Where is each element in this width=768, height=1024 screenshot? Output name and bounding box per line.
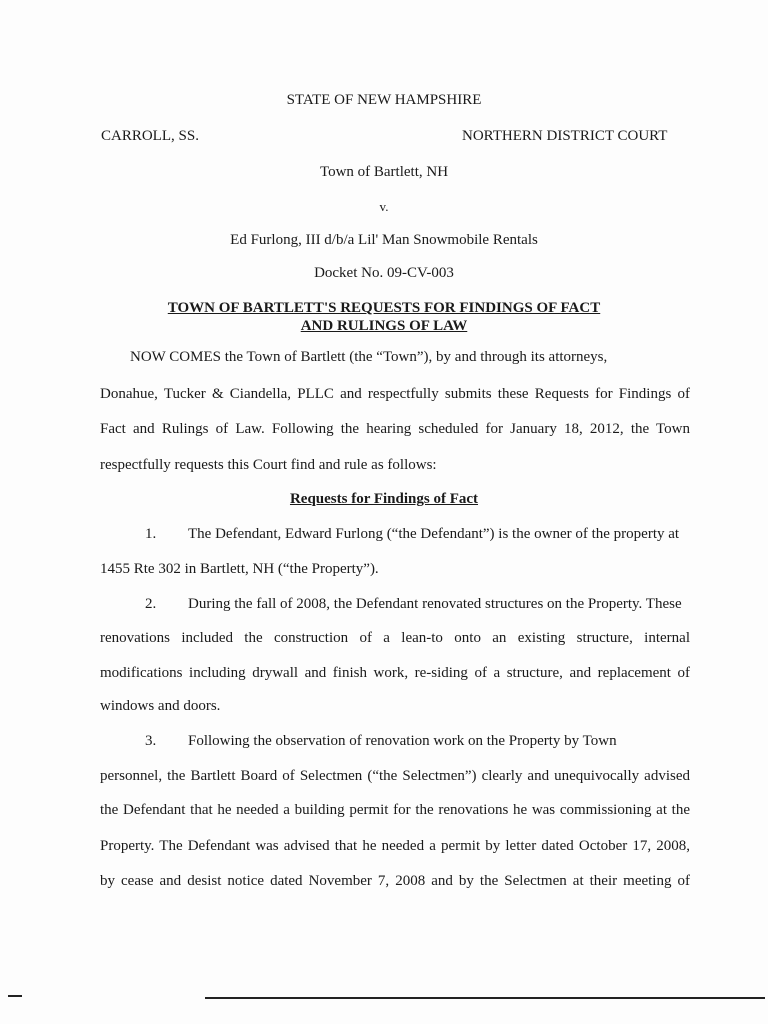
paragraph-first-line: During the fall of 2008, the Defendant renovated structures on the Property. These <box>188 596 682 612</box>
versus-mark: v. <box>379 199 389 214</box>
paragraph-first-line: Following the observation of renovation work on the Property by Town <box>188 733 617 749</box>
docket-number: Docket No. 09-CV-003 <box>314 265 454 281</box>
document-title-line2: AND RULINGS OF LAW <box>300 318 468 334</box>
paragraph-line: windows and doors. <box>100 698 221 714</box>
intro-line-1: NOW COMES the Town of Bartlett (the “Town”), by and through its attorneys, <box>130 349 608 365</box>
paragraph-number: 2. <box>145 596 157 612</box>
court-name: NORTHERN DISTRICT COURT <box>462 128 668 144</box>
defendant-name: Ed Furlong, III d/b/a Lil' Man Snowmobile Rentals <box>230 232 538 248</box>
paragraph-line: personnel, the Bartlett Board of Selectmen (“the Selectmen”) clearly and unequivocally advised <box>100 768 690 784</box>
county-label: CARROLL, SS. <box>101 128 199 144</box>
paragraph-line: by cease and desist notice dated November 7, 2008 and by the Selectmen at their meeting of <box>100 873 690 889</box>
paragraph-line: renovations included the construction of a lean-to onto an existing structure, internal <box>100 630 690 646</box>
scan-mark <box>8 995 22 997</box>
document-title-line1: TOWN OF BARTLETT'S REQUESTS FOR FINDINGS OF FACT <box>167 300 601 316</box>
section-heading: Requests for Findings of Fact <box>289 491 479 507</box>
state-heading: STATE OF NEW HAMPSHIRE <box>286 92 482 108</box>
intro-line-4: respectfully requests this Court find and rule as follows: <box>100 457 437 473</box>
plaintiff-name: Town of Bartlett, NH <box>319 164 449 180</box>
paragraph-line: 1455 Rte 302 in Bartlett, NH (“the Property”). <box>100 561 379 577</box>
paragraph-first-line: The Defendant, Edward Furlong (“the Defendant”) is the owner of the property at <box>188 526 680 542</box>
paragraph-line: the Defendant that he needed a building permit for the renovations he was commissioning at the <box>100 802 690 818</box>
paragraph-line: modifications including drywall and finish work, re-siding of a structure, and replacement of <box>100 665 690 681</box>
paragraph-line: Property. The Defendant was advised that he needed a permit by letter dated October 17, 2008, <box>100 838 690 854</box>
paragraph-number: 1. <box>145 526 157 542</box>
intro-line-2: Donahue, Tucker & Ciandella, PLLC and respectfully submits these Requests for Findings of <box>100 386 690 402</box>
footer-rule <box>205 997 765 999</box>
paragraph-number: 3. <box>145 733 157 749</box>
intro-line-3: Fact and Rulings of Law. Following the hearing scheduled for January 18, 2012, the Town <box>100 421 690 437</box>
